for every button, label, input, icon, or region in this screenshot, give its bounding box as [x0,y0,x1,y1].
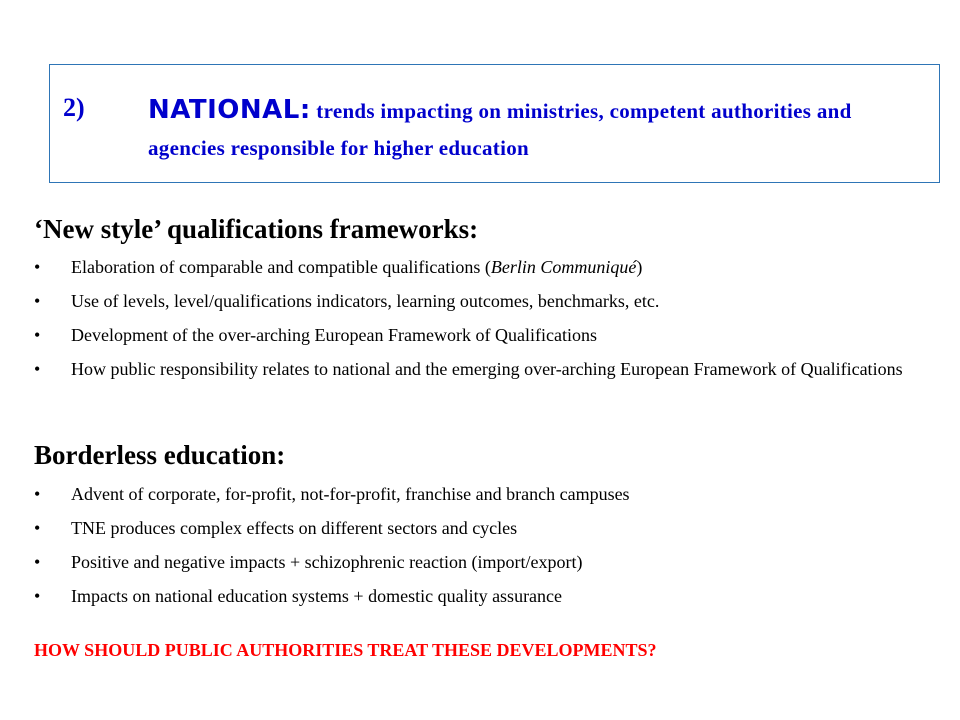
bullet-text: Positive and negative impacts + schizophrenic reaction (import/export) [71,552,583,572]
bullet-list-borderless [34,484,914,620]
bullet-item [34,325,914,345]
bullet-text: How public responsibility relates to national and the emerging over-arching European Framework of Qualifications [71,359,903,379]
bullet-text: Development of the over-arching European Framework of Qualifications [71,325,597,345]
section-heading-borderless: Borderless education: [34,440,286,470]
title-rest: trends impacting on ministries, competent authorities and agencies responsible for higher education [148,99,852,160]
section-heading-qualifications: ‘New style’ qualifications frameworks: [34,214,479,244]
bullet-icon: • [34,518,41,538]
bullet-item [34,552,914,572]
bullet-list-qualifications [34,257,914,393]
bullet-item [34,257,914,277]
bullet-icon: • [34,257,41,277]
title-number: 2) [63,93,85,122]
bullet-text: Impacts on national education systems + domestic quality assurance [71,586,563,606]
bullet-icon: • [34,552,41,572]
bullet-icon: • [34,586,41,606]
bullet-text: Elaboration of comparable and compatible qualifications ( [71,257,491,277]
slide-title [148,93,928,168]
bullet-text: Use of levels, level/qualifications indicators, learning outcomes, benchmarks, etc. [71,291,660,311]
bullet-item [34,484,914,504]
bullet-item [34,518,914,538]
title-keyword: NATIONAL: [148,95,311,125]
bullet-icon: • [34,484,41,504]
bullet-item [34,359,914,379]
bullet-icon: • [34,359,41,379]
bullet-text-after: ) [636,257,643,277]
bullet-text-italic: Berlin Communiqué [490,257,637,277]
title-box [49,64,940,183]
bullet-item [34,586,914,606]
bullet-item [34,291,914,311]
bullet-text: TNE produces complex effects on different sectors and cycles [71,518,518,538]
closing-question: HOW SHOULD PUBLIC AUTHORITIES TREAT THESE DEVELOPMENTS? [34,640,657,660]
bullet-icon: • [34,325,41,345]
bullet-icon: • [34,291,41,311]
bullet-text: Advent of corporate, for-profit, not-for-profit, franchise and branch campuses [71,484,630,504]
